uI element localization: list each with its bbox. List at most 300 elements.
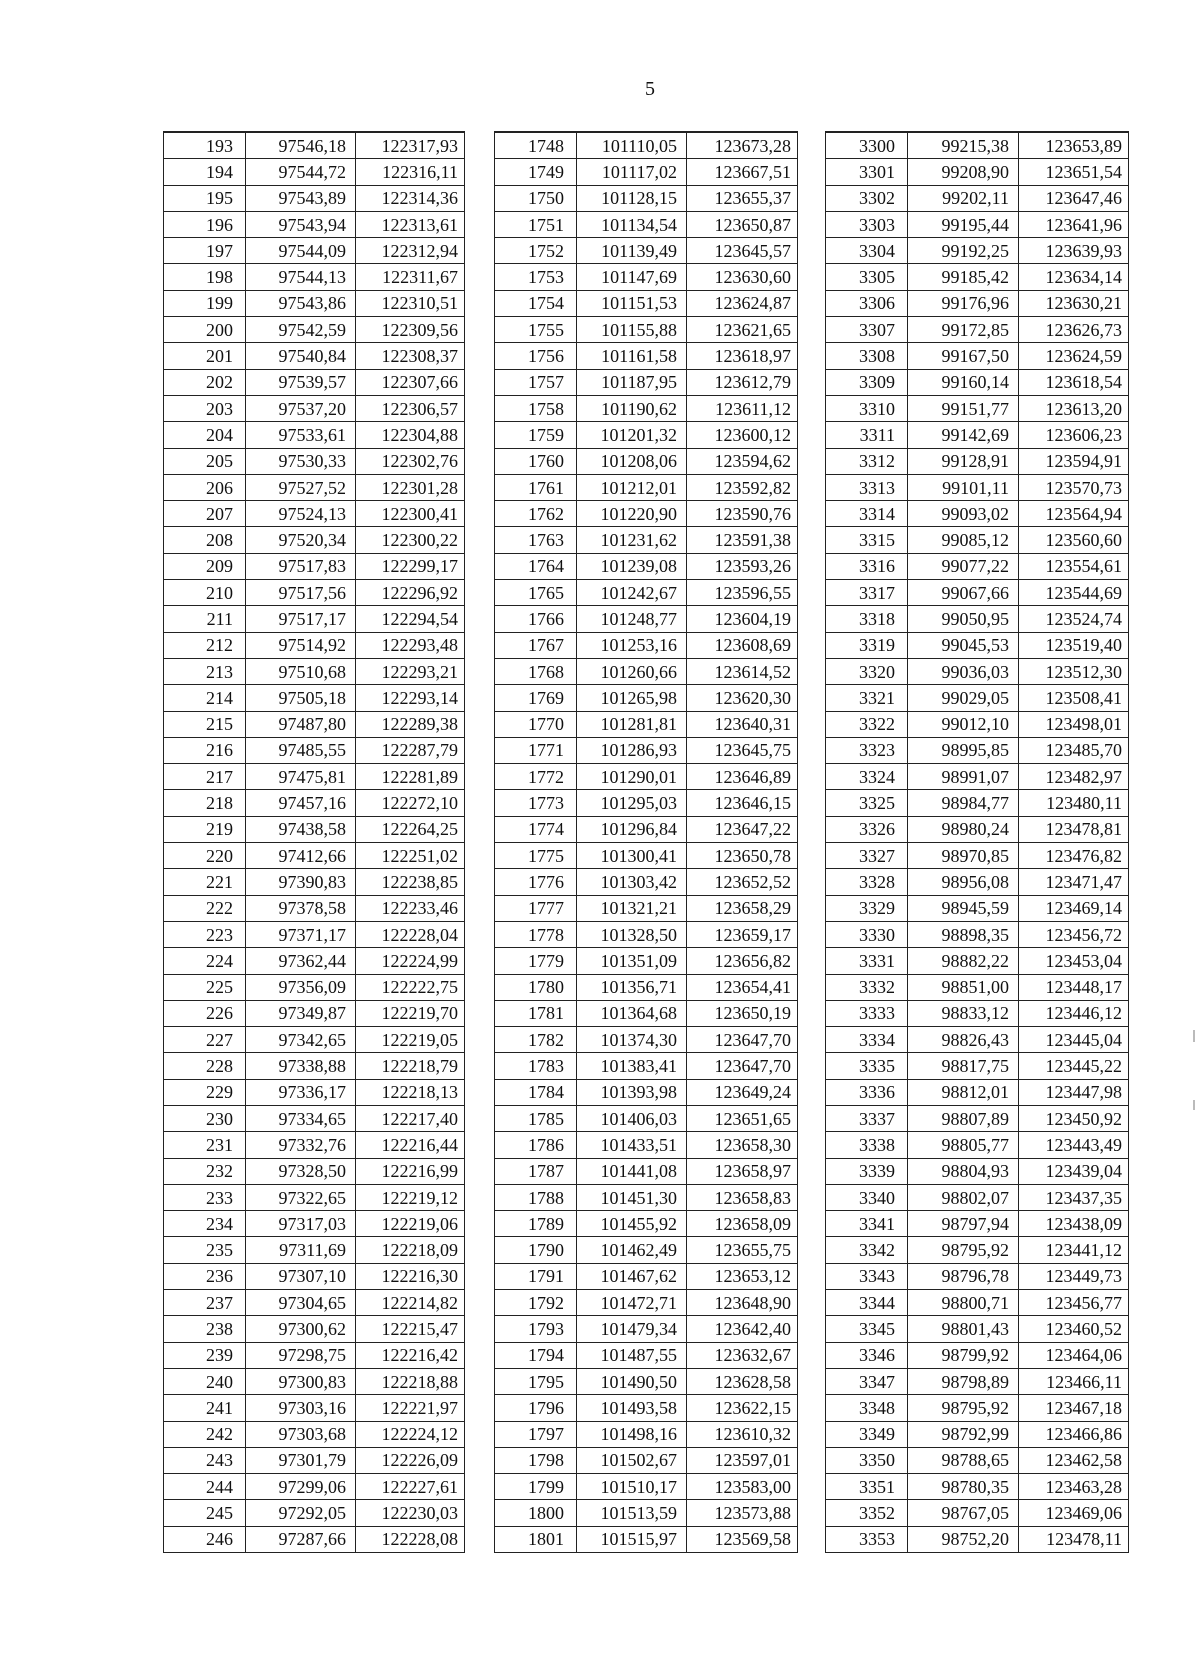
table-row bbox=[164, 1500, 465, 1526]
table-row bbox=[826, 395, 1129, 421]
table-row bbox=[826, 422, 1129, 448]
point-number-cell: 1775 bbox=[495, 843, 577, 869]
point-number-cell: 3352 bbox=[826, 1500, 908, 1526]
table-row bbox=[826, 790, 1129, 816]
x-coordinate-cell: 99215,38 bbox=[908, 132, 1019, 159]
y-coordinate-cell: 123449,73 bbox=[1019, 1263, 1129, 1289]
x-coordinate-cell: 98833,12 bbox=[908, 1000, 1019, 1026]
point-number-cell: 211 bbox=[164, 606, 246, 632]
y-coordinate-cell: 122314,36 bbox=[356, 185, 465, 211]
x-coordinate-cell: 97520,34 bbox=[246, 527, 356, 553]
x-coordinate-cell: 97514,92 bbox=[246, 632, 356, 658]
point-number-cell: 1758 bbox=[495, 395, 577, 421]
x-coordinate-cell: 101462,49 bbox=[577, 1237, 687, 1263]
x-coordinate-cell: 98798,89 bbox=[908, 1368, 1019, 1394]
x-coordinate-cell: 98956,08 bbox=[908, 869, 1019, 895]
y-coordinate-cell: 123594,62 bbox=[687, 448, 798, 474]
table-row bbox=[826, 1474, 1129, 1500]
x-coordinate-cell: 98797,94 bbox=[908, 1211, 1019, 1237]
table-row bbox=[826, 1211, 1129, 1237]
table-row bbox=[826, 159, 1129, 185]
y-coordinate-cell: 123453,04 bbox=[1019, 948, 1129, 974]
table-row bbox=[495, 422, 798, 448]
x-coordinate-cell: 99067,66 bbox=[908, 580, 1019, 606]
x-coordinate-cell: 98788,65 bbox=[908, 1447, 1019, 1473]
point-number-cell: 3350 bbox=[826, 1447, 908, 1473]
table-row bbox=[826, 1263, 1129, 1289]
point-number-cell: 1755 bbox=[495, 317, 577, 343]
x-coordinate-cell: 101281,81 bbox=[577, 711, 687, 737]
y-coordinate-cell: 123570,73 bbox=[1019, 474, 1129, 500]
x-coordinate-cell: 97533,61 bbox=[246, 422, 356, 448]
y-coordinate-cell: 122221,97 bbox=[356, 1395, 465, 1421]
table-row bbox=[826, 474, 1129, 500]
point-number-cell: 222 bbox=[164, 895, 246, 921]
y-coordinate-cell: 123573,88 bbox=[687, 1500, 798, 1526]
table-row bbox=[826, 1421, 1129, 1447]
x-coordinate-cell: 98882,22 bbox=[908, 948, 1019, 974]
table-row bbox=[826, 711, 1129, 737]
table-row bbox=[826, 1526, 1129, 1552]
y-coordinate-cell: 123634,14 bbox=[1019, 264, 1129, 290]
table-row bbox=[826, 1342, 1129, 1368]
x-coordinate-cell: 101498,16 bbox=[577, 1421, 687, 1447]
y-coordinate-cell: 123469,14 bbox=[1019, 895, 1129, 921]
x-coordinate-cell: 97487,80 bbox=[246, 711, 356, 737]
y-coordinate-cell: 123658,29 bbox=[687, 895, 798, 921]
x-coordinate-cell: 98802,07 bbox=[908, 1184, 1019, 1210]
table-row bbox=[164, 1053, 465, 1079]
y-coordinate-cell: 122218,79 bbox=[356, 1053, 465, 1079]
x-coordinate-cell: 98980,24 bbox=[908, 816, 1019, 842]
point-number-cell: 3340 bbox=[826, 1184, 908, 1210]
x-coordinate-cell: 101515,97 bbox=[577, 1526, 687, 1552]
point-number-cell: 3328 bbox=[826, 869, 908, 895]
x-coordinate-cell: 101220,90 bbox=[577, 501, 687, 527]
table-row bbox=[164, 1132, 465, 1158]
point-number-cell: 1799 bbox=[495, 1474, 577, 1500]
point-number-cell: 237 bbox=[164, 1290, 246, 1316]
table-row bbox=[164, 1474, 465, 1500]
table-row bbox=[495, 1237, 798, 1263]
point-number-cell: 3323 bbox=[826, 737, 908, 763]
point-number-cell: 245 bbox=[164, 1500, 246, 1526]
x-coordinate-cell: 101260,66 bbox=[577, 658, 687, 684]
table-row bbox=[495, 974, 798, 1000]
table-row bbox=[826, 737, 1129, 763]
y-coordinate-cell: 122294,54 bbox=[356, 606, 465, 632]
table-row bbox=[164, 869, 465, 895]
x-coordinate-cell: 97530,33 bbox=[246, 448, 356, 474]
point-number-cell: 3348 bbox=[826, 1395, 908, 1421]
point-number-cell: 1795 bbox=[495, 1368, 577, 1394]
y-coordinate-cell: 123622,15 bbox=[687, 1395, 798, 1421]
y-coordinate-cell: 123655,75 bbox=[687, 1237, 798, 1263]
table-row bbox=[164, 369, 465, 395]
point-number-cell: 227 bbox=[164, 1027, 246, 1053]
table-row bbox=[164, 1395, 465, 1421]
x-coordinate-cell: 97524,13 bbox=[246, 501, 356, 527]
y-coordinate-cell: 122312,94 bbox=[356, 238, 465, 264]
y-coordinate-cell: 122218,09 bbox=[356, 1237, 465, 1263]
y-coordinate-cell: 123641,96 bbox=[1019, 211, 1129, 237]
table-row bbox=[495, 1421, 798, 1447]
y-coordinate-cell: 122293,21 bbox=[356, 658, 465, 684]
table-row bbox=[826, 606, 1129, 632]
x-coordinate-cell: 101467,62 bbox=[577, 1263, 687, 1289]
y-coordinate-cell: 123659,17 bbox=[687, 921, 798, 947]
y-coordinate-cell: 123437,35 bbox=[1019, 1184, 1129, 1210]
y-coordinate-cell: 123604,19 bbox=[687, 606, 798, 632]
point-number-cell: 1751 bbox=[495, 211, 577, 237]
point-number-cell: 3304 bbox=[826, 238, 908, 264]
point-number-cell: 202 bbox=[164, 369, 246, 395]
table-row bbox=[164, 1105, 465, 1131]
x-coordinate-cell: 98945,59 bbox=[908, 895, 1019, 921]
x-coordinate-cell: 98898,35 bbox=[908, 921, 1019, 947]
point-number-cell: 1752 bbox=[495, 238, 577, 264]
x-coordinate-cell: 98780,35 bbox=[908, 1474, 1019, 1500]
x-coordinate-cell: 97542,59 bbox=[246, 317, 356, 343]
table-row bbox=[164, 448, 465, 474]
x-coordinate-cell: 99036,03 bbox=[908, 658, 1019, 684]
x-coordinate-cell: 97412,66 bbox=[246, 843, 356, 869]
table-row bbox=[495, 290, 798, 316]
point-number-cell: 1801 bbox=[495, 1526, 577, 1552]
y-coordinate-cell: 123508,41 bbox=[1019, 685, 1129, 711]
table-row bbox=[164, 1079, 465, 1105]
point-number-cell: 1780 bbox=[495, 974, 577, 1000]
y-coordinate-cell: 122228,08 bbox=[356, 1526, 465, 1552]
y-coordinate-cell: 123450,92 bbox=[1019, 1105, 1129, 1131]
x-coordinate-cell: 101487,55 bbox=[577, 1342, 687, 1368]
point-number-cell: 3309 bbox=[826, 369, 908, 395]
table-row bbox=[826, 238, 1129, 264]
x-coordinate-cell: 99151,77 bbox=[908, 395, 1019, 421]
x-coordinate-cell: 101208,06 bbox=[577, 448, 687, 474]
table-row bbox=[495, 474, 798, 500]
x-coordinate-cell: 98851,00 bbox=[908, 974, 1019, 1000]
table-row bbox=[495, 1368, 798, 1394]
x-coordinate-cell: 97342,65 bbox=[246, 1027, 356, 1053]
y-coordinate-cell: 123652,52 bbox=[687, 869, 798, 895]
y-coordinate-cell: 123480,11 bbox=[1019, 790, 1129, 816]
table-row bbox=[826, 580, 1129, 606]
point-number-cell: 208 bbox=[164, 527, 246, 553]
x-coordinate-cell: 101155,88 bbox=[577, 317, 687, 343]
x-coordinate-cell: 101296,84 bbox=[577, 816, 687, 842]
y-coordinate-cell: 123597,01 bbox=[687, 1447, 798, 1473]
y-coordinate-cell: 123439,04 bbox=[1019, 1158, 1129, 1184]
y-coordinate-cell: 123476,82 bbox=[1019, 843, 1129, 869]
x-coordinate-cell: 101303,42 bbox=[577, 869, 687, 895]
table-row bbox=[164, 422, 465, 448]
y-coordinate-cell: 122219,70 bbox=[356, 1000, 465, 1026]
x-coordinate-cell: 97475,81 bbox=[246, 764, 356, 790]
y-coordinate-cell: 123632,67 bbox=[687, 1342, 798, 1368]
table-row bbox=[164, 1368, 465, 1394]
point-number-cell: 217 bbox=[164, 764, 246, 790]
y-coordinate-cell: 122287,79 bbox=[356, 737, 465, 763]
table-row bbox=[164, 606, 465, 632]
table-row bbox=[495, 895, 798, 921]
y-coordinate-cell: 123544,69 bbox=[1019, 580, 1129, 606]
table-row bbox=[826, 132, 1129, 159]
x-coordinate-cell: 98804,93 bbox=[908, 1158, 1019, 1184]
x-coordinate-cell: 97299,06 bbox=[246, 1474, 356, 1500]
y-coordinate-cell: 123591,38 bbox=[687, 527, 798, 553]
point-number-cell: 3302 bbox=[826, 185, 908, 211]
point-number-cell: 3321 bbox=[826, 685, 908, 711]
x-coordinate-cell: 101117,02 bbox=[577, 159, 687, 185]
point-number-cell: 232 bbox=[164, 1158, 246, 1184]
table-row bbox=[164, 580, 465, 606]
point-number-cell: 242 bbox=[164, 1421, 246, 1447]
table-row bbox=[826, 501, 1129, 527]
point-number-cell: 3342 bbox=[826, 1237, 908, 1263]
point-number-cell: 1757 bbox=[495, 369, 577, 395]
x-coordinate-cell: 101321,21 bbox=[577, 895, 687, 921]
table-row bbox=[164, 238, 465, 264]
point-number-cell: 3331 bbox=[826, 948, 908, 974]
table-row bbox=[826, 1184, 1129, 1210]
point-number-cell: 1782 bbox=[495, 1027, 577, 1053]
table-row bbox=[826, 685, 1129, 711]
y-coordinate-cell: 122306,57 bbox=[356, 395, 465, 421]
y-coordinate-cell: 123647,70 bbox=[687, 1053, 798, 1079]
point-number-cell: 1773 bbox=[495, 790, 577, 816]
table-row bbox=[164, 685, 465, 711]
x-coordinate-cell: 97517,83 bbox=[246, 553, 356, 579]
point-number-cell: 3306 bbox=[826, 290, 908, 316]
table-row bbox=[826, 1132, 1129, 1158]
table-row bbox=[495, 580, 798, 606]
x-coordinate-cell: 98767,05 bbox=[908, 1500, 1019, 1526]
table-row bbox=[495, 1263, 798, 1289]
x-coordinate-cell: 98991,07 bbox=[908, 764, 1019, 790]
y-coordinate-cell: 122218,13 bbox=[356, 1079, 465, 1105]
x-coordinate-cell: 97540,84 bbox=[246, 343, 356, 369]
table-row bbox=[164, 1316, 465, 1342]
x-coordinate-cell: 97537,20 bbox=[246, 395, 356, 421]
point-number-cell: 3351 bbox=[826, 1474, 908, 1500]
point-number-cell: 3317 bbox=[826, 580, 908, 606]
y-coordinate-cell: 122222,75 bbox=[356, 974, 465, 1000]
point-number-cell: 207 bbox=[164, 501, 246, 527]
point-number-cell: 195 bbox=[164, 185, 246, 211]
table-row bbox=[495, 317, 798, 343]
x-coordinate-cell: 101451,30 bbox=[577, 1184, 687, 1210]
table-row bbox=[495, 1290, 798, 1316]
point-number-cell: 212 bbox=[164, 632, 246, 658]
table-row bbox=[495, 1105, 798, 1131]
table-row bbox=[164, 1447, 465, 1473]
point-number-cell: 199 bbox=[164, 290, 246, 316]
point-number-cell: 209 bbox=[164, 553, 246, 579]
x-coordinate-cell: 99185,42 bbox=[908, 264, 1019, 290]
table-row bbox=[826, 1500, 1129, 1526]
table-row bbox=[495, 948, 798, 974]
y-coordinate-cell: 122299,17 bbox=[356, 553, 465, 579]
y-coordinate-cell: 123645,75 bbox=[687, 737, 798, 763]
point-number-cell: 246 bbox=[164, 1526, 246, 1552]
coordinate-table-3 bbox=[825, 131, 1129, 1553]
point-number-cell: 1769 bbox=[495, 685, 577, 711]
point-number-cell: 236 bbox=[164, 1263, 246, 1289]
y-coordinate-cell: 123618,97 bbox=[687, 343, 798, 369]
x-coordinate-cell: 97322,65 bbox=[246, 1184, 356, 1210]
table-row bbox=[495, 1316, 798, 1342]
table-row bbox=[826, 843, 1129, 869]
y-coordinate-cell: 123564,94 bbox=[1019, 501, 1129, 527]
table-row bbox=[826, 317, 1129, 343]
x-coordinate-cell: 101128,15 bbox=[577, 185, 687, 211]
x-coordinate-cell: 101513,59 bbox=[577, 1500, 687, 1526]
table-row bbox=[495, 238, 798, 264]
table-row bbox=[826, 895, 1129, 921]
point-number-cell: 214 bbox=[164, 685, 246, 711]
table-row bbox=[164, 527, 465, 553]
table-row bbox=[164, 843, 465, 869]
y-coordinate-cell: 122230,03 bbox=[356, 1500, 465, 1526]
y-coordinate-cell: 123463,28 bbox=[1019, 1474, 1129, 1500]
x-coordinate-cell: 98970,85 bbox=[908, 843, 1019, 869]
x-coordinate-cell: 97356,09 bbox=[246, 974, 356, 1000]
point-number-cell: 3318 bbox=[826, 606, 908, 632]
x-coordinate-cell: 97371,17 bbox=[246, 921, 356, 947]
x-coordinate-cell: 97527,52 bbox=[246, 474, 356, 500]
point-number-cell: 1766 bbox=[495, 606, 577, 632]
x-coordinate-cell: 99077,22 bbox=[908, 553, 1019, 579]
y-coordinate-cell: 123456,72 bbox=[1019, 921, 1129, 947]
x-coordinate-cell: 97307,10 bbox=[246, 1263, 356, 1289]
x-coordinate-cell: 97510,68 bbox=[246, 658, 356, 684]
y-coordinate-cell: 123650,87 bbox=[687, 211, 798, 237]
x-coordinate-cell: 97300,62 bbox=[246, 1316, 356, 1342]
y-coordinate-cell: 122214,82 bbox=[356, 1290, 465, 1316]
table-row bbox=[495, 1500, 798, 1526]
y-coordinate-cell: 123640,31 bbox=[687, 711, 798, 737]
y-coordinate-cell: 122216,30 bbox=[356, 1263, 465, 1289]
table-row bbox=[826, 1079, 1129, 1105]
point-number-cell: 231 bbox=[164, 1132, 246, 1158]
table-body bbox=[164, 132, 465, 1553]
table-row bbox=[495, 1395, 798, 1421]
x-coordinate-cell: 101110,05 bbox=[577, 132, 687, 159]
table-row bbox=[495, 132, 798, 159]
point-number-cell: 1791 bbox=[495, 1263, 577, 1289]
y-coordinate-cell: 123593,26 bbox=[687, 553, 798, 579]
y-coordinate-cell: 122216,42 bbox=[356, 1342, 465, 1368]
table-row bbox=[495, 159, 798, 185]
y-coordinate-cell: 123524,74 bbox=[1019, 606, 1129, 632]
y-coordinate-cell: 122311,67 bbox=[356, 264, 465, 290]
point-number-cell: 3345 bbox=[826, 1316, 908, 1342]
x-coordinate-cell: 101433,51 bbox=[577, 1132, 687, 1158]
y-coordinate-cell: 123651,65 bbox=[687, 1105, 798, 1131]
point-number-cell: 3338 bbox=[826, 1132, 908, 1158]
y-coordinate-cell: 122238,85 bbox=[356, 869, 465, 895]
y-coordinate-cell: 123606,23 bbox=[1019, 422, 1129, 448]
y-coordinate-cell: 123642,40 bbox=[687, 1316, 798, 1342]
x-coordinate-cell: 101356,71 bbox=[577, 974, 687, 1000]
y-coordinate-cell: 123469,06 bbox=[1019, 1500, 1129, 1526]
table-row bbox=[164, 1027, 465, 1053]
point-number-cell: 234 bbox=[164, 1211, 246, 1237]
table-row bbox=[164, 658, 465, 684]
point-number-cell: 243 bbox=[164, 1447, 246, 1473]
table-row bbox=[826, 1447, 1129, 1473]
x-coordinate-cell: 97334,65 bbox=[246, 1105, 356, 1131]
x-coordinate-cell: 101187,95 bbox=[577, 369, 687, 395]
table-row bbox=[826, 948, 1129, 974]
y-coordinate-cell: 122264,25 bbox=[356, 816, 465, 842]
table-row bbox=[164, 1184, 465, 1210]
x-coordinate-cell: 99012,10 bbox=[908, 711, 1019, 737]
x-coordinate-cell: 101231,62 bbox=[577, 527, 687, 553]
y-coordinate-cell: 122308,37 bbox=[356, 343, 465, 369]
table-row bbox=[495, 843, 798, 869]
x-coordinate-cell: 101300,41 bbox=[577, 843, 687, 869]
point-number-cell: 1784 bbox=[495, 1079, 577, 1105]
y-coordinate-cell: 123498,01 bbox=[1019, 711, 1129, 737]
table-row bbox=[826, 869, 1129, 895]
point-number-cell: 3347 bbox=[826, 1368, 908, 1394]
point-number-cell: 3353 bbox=[826, 1526, 908, 1552]
x-coordinate-cell: 98984,77 bbox=[908, 790, 1019, 816]
point-number-cell: 1779 bbox=[495, 948, 577, 974]
x-coordinate-cell: 97298,75 bbox=[246, 1342, 356, 1368]
point-number-cell: 3307 bbox=[826, 317, 908, 343]
y-coordinate-cell: 122304,88 bbox=[356, 422, 465, 448]
table-row bbox=[826, 1158, 1129, 1184]
x-coordinate-cell: 101441,08 bbox=[577, 1158, 687, 1184]
table-row bbox=[495, 448, 798, 474]
y-coordinate-cell: 123446,12 bbox=[1019, 1000, 1129, 1026]
point-number-cell: 3310 bbox=[826, 395, 908, 421]
x-coordinate-cell: 101242,67 bbox=[577, 580, 687, 606]
table-row bbox=[495, 764, 798, 790]
table-row bbox=[495, 264, 798, 290]
point-number-cell: 1785 bbox=[495, 1105, 577, 1131]
y-coordinate-cell: 122227,61 bbox=[356, 1474, 465, 1500]
table-row bbox=[495, 211, 798, 237]
table-row bbox=[826, 816, 1129, 842]
y-coordinate-cell: 122313,61 bbox=[356, 211, 465, 237]
point-number-cell: 194 bbox=[164, 159, 246, 185]
point-number-cell: 197 bbox=[164, 238, 246, 264]
y-coordinate-cell: 123613,20 bbox=[1019, 395, 1129, 421]
x-coordinate-cell: 97300,83 bbox=[246, 1368, 356, 1394]
x-coordinate-cell: 101510,17 bbox=[577, 1474, 687, 1500]
table-row bbox=[164, 790, 465, 816]
x-coordinate-cell: 97543,86 bbox=[246, 290, 356, 316]
x-coordinate-cell: 97438,58 bbox=[246, 816, 356, 842]
point-number-cell: 1767 bbox=[495, 632, 577, 658]
y-coordinate-cell: 123569,58 bbox=[687, 1526, 798, 1552]
scan-edge-mark bbox=[1193, 1100, 1195, 1110]
table-row bbox=[495, 816, 798, 842]
x-coordinate-cell: 101286,93 bbox=[577, 737, 687, 763]
table-row bbox=[164, 816, 465, 842]
x-coordinate-cell: 101212,01 bbox=[577, 474, 687, 500]
table-row bbox=[826, 527, 1129, 553]
point-number-cell: 3341 bbox=[826, 1211, 908, 1237]
point-number-cell: 3313 bbox=[826, 474, 908, 500]
y-coordinate-cell: 123478,81 bbox=[1019, 816, 1129, 842]
y-coordinate-cell: 123443,49 bbox=[1019, 1132, 1129, 1158]
x-coordinate-cell: 98795,92 bbox=[908, 1395, 1019, 1421]
